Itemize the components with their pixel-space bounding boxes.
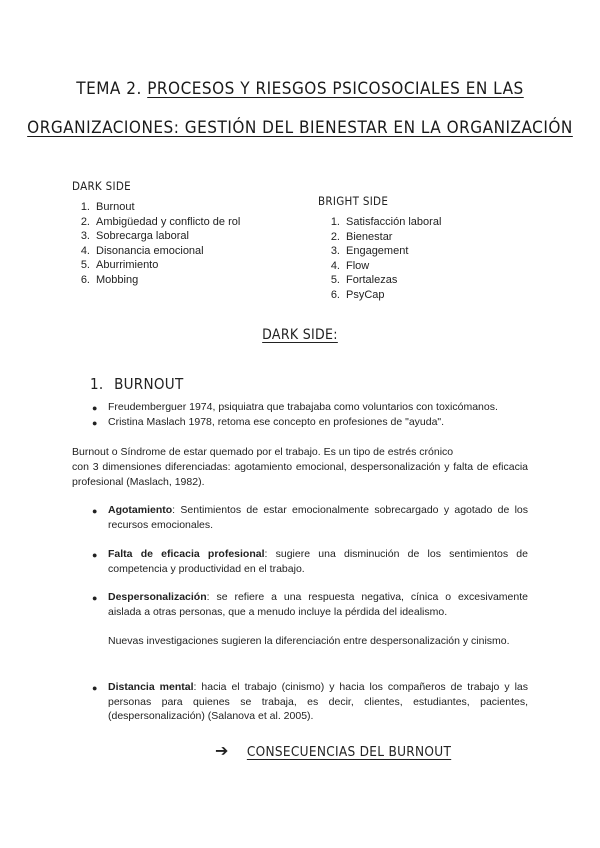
burnout-definition-line-1: Burnout o Síndrome de estar quemado por el trabajo. Es un tipo de estrés crónico (72, 446, 454, 458)
list-item: 5. Aburrimiento (80, 259, 159, 272)
burnout-bullet-1: Freudemberguer 1974, psiquiatra que trabajaba como voluntarios con toxicómanos. (108, 401, 498, 413)
dark-side-list (70, 200, 240, 288)
bright-side-heading: BRIGHT SIDE (318, 194, 389, 208)
dimension-agotamiento: Agotamiento: Sentimientos de estar emocionalmente sobrecargado y agotado de los recursos emocionales. (108, 504, 528, 531)
title-main-line-2: ORGANIZACIONES: GESTIÓN DEL BIENESTAR EN LA ORGANIZACIÓN (27, 118, 573, 138)
dimension-distancia-mental: Distancia mental: hacia el trabajo (cinismo) y hacia los compañeros de trabajo y las personas para quienes se trabaja, es decir, clientes, estudiantes, pacientes, (despersonalización) (Salanova et al. 2005). (108, 681, 528, 722)
research-note: Nuevas investigaciones sugieren la diferenciación entre despersonalización y cinismo. (108, 635, 510, 647)
bullet-dot: ● (92, 506, 98, 516)
consequences-label: CONSECUENCIAS DEL BURNOUT (246, 744, 452, 760)
list-item: 4. Flow (330, 259, 370, 272)
list-item: 5. Fortalezas (330, 274, 398, 287)
bullet-dot: ● (92, 593, 98, 603)
page-title-line-2 (0, 117, 600, 139)
title-prefix: TEMA 2. (76, 79, 142, 99)
bullet-dot: ● (92, 403, 98, 413)
bullet-dot: ● (92, 550, 98, 560)
bullet-dot: ● (92, 418, 98, 428)
list-item: 4. Disonancia emocional (80, 244, 204, 257)
burnout-title: BURNOUT (114, 375, 184, 393)
dimension-despersonalizacion: Despersonalización: se refiere a una respuesta negativa, cínica o excesivamente aislada a otras personas, que a menudo incluye la pérdida del idealismo. (108, 591, 528, 618)
list-item: 2. Ambigüedad y conflicto de rol (80, 215, 241, 228)
list-item: 3. Engagement (330, 245, 409, 258)
burnout-heading (90, 375, 184, 393)
bullet-dot: ● (92, 683, 98, 693)
page-title-line-1 (0, 78, 600, 100)
list-item: 3. Sobrecarga laboral (80, 230, 189, 243)
burnout-number: 1. (90, 375, 104, 393)
list-item: 1. Burnout (80, 201, 135, 213)
arrow-right-icon: ➔ (215, 743, 229, 760)
consequences-heading (215, 741, 451, 761)
dimension-falta-eficacia: Falta de eficacia profesional: sugiere una disminución de los sentimientos de competencia y productividad en el trabajo. (108, 548, 528, 575)
list-item: 1. Satisfacción laboral (330, 216, 442, 228)
section-heading: DARK SIDE: (262, 327, 338, 343)
dark-side-heading: DARK SIDE (72, 179, 131, 193)
list-item: 2. Bienestar (330, 230, 393, 243)
title-main-line-1: PROCESOS Y RIESGOS PSICOSOCIALES EN LAS (147, 79, 524, 99)
burnout-bullet-2: Cristina Maslach 1978, retoma ese concepto en profesiones de "ayuda". (108, 416, 445, 428)
bright-side-list (320, 215, 441, 303)
list-item: 6. Mobbing (80, 273, 139, 286)
burnout-definition-line-2: con 3 dimensiones diferenciadas: agotamiento emocional, despersonalización y falta de eficacia profesional (Maslach, 1982). (72, 461, 528, 488)
list-item: 6. PsyCap (330, 288, 385, 301)
